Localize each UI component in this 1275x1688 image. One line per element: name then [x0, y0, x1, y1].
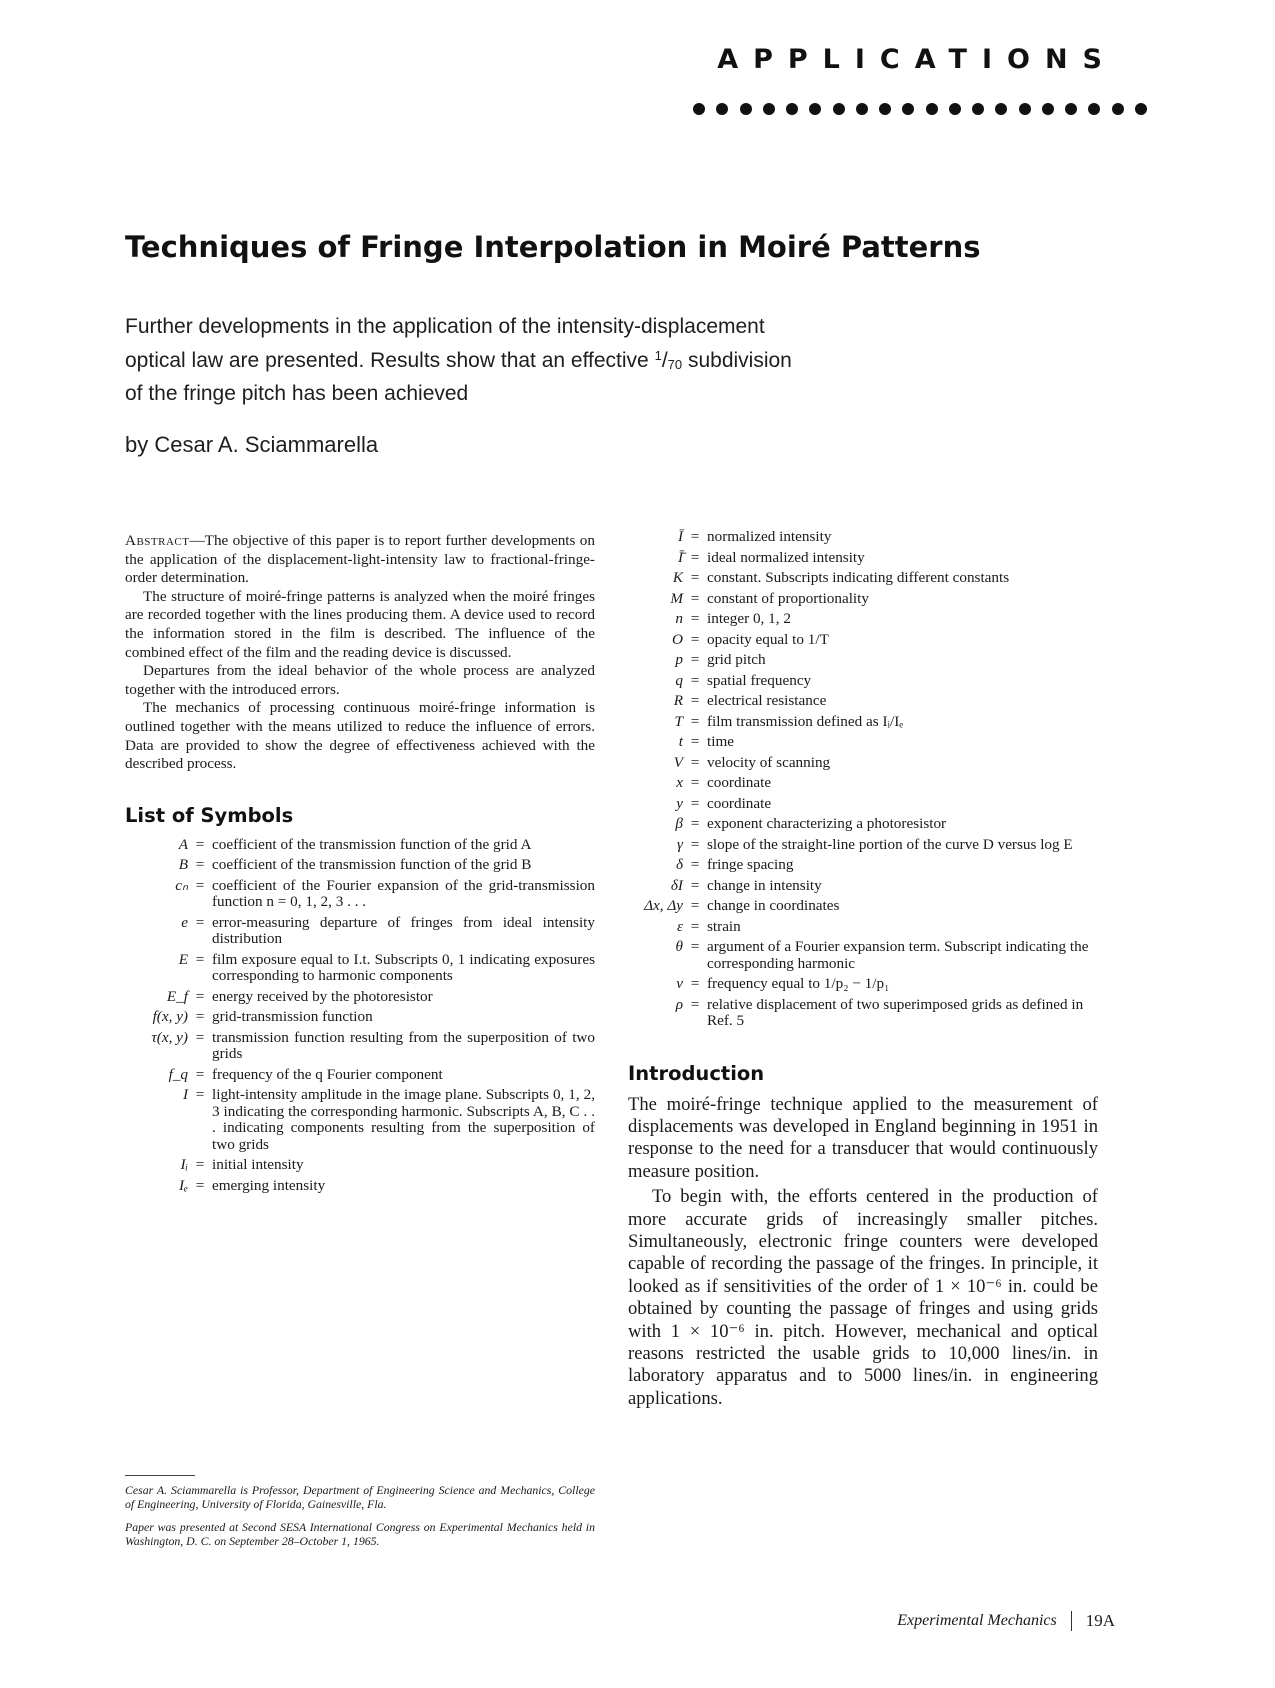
symbol-row	[628, 816, 1098, 833]
symbol-row	[125, 1067, 595, 1084]
symbol: E_f	[166, 987, 188, 1005]
symbol: Iₑ	[178, 1176, 188, 1194]
symbol-definition: fringe spacing	[707, 856, 794, 873]
equals-sign: =	[195, 950, 205, 968]
abstract-label: Abstract	[125, 532, 190, 549]
footnotes	[125, 1475, 595, 1557]
symbol-definition: velocity of scanning	[707, 753, 831, 771]
equals-sign: =	[690, 671, 700, 689]
symbol-row	[628, 919, 1098, 936]
header-dot	[949, 103, 961, 115]
symbol-definition: ideal normalized intensity	[707, 548, 865, 566]
symbol-row	[628, 755, 1098, 772]
symbol: p	[675, 651, 683, 668]
equals-sign: =	[195, 835, 205, 853]
symbol-definition: coordinate	[707, 774, 772, 791]
symbol: f_q	[168, 1065, 188, 1083]
symbol: I	[182, 1086, 188, 1104]
symbol-row	[628, 939, 1098, 972]
symbol-row	[125, 1178, 595, 1195]
symbol-row	[628, 550, 1098, 567]
symbol-definition: constant of proportionality	[707, 589, 869, 607]
equals-sign: =	[690, 589, 700, 607]
symbol-definition: relative displacement of two superimposed grids as defined in Ref. 5	[707, 995, 1084, 1029]
symbol-definition: initial intensity	[212, 1156, 304, 1174]
header-dot	[833, 103, 845, 115]
footnote-rule	[125, 1475, 195, 1476]
header-dot	[763, 103, 775, 115]
symbol-definition: electrical resistance	[707, 692, 827, 709]
symbol-definition: coordinate	[707, 794, 772, 812]
journal-name: Experimental Mechanics	[897, 1612, 1057, 1629]
symbol-definition: constant. Subscripts indicating different constants	[707, 569, 1010, 586]
symbol: B	[178, 856, 188, 874]
symbol: δI	[670, 876, 683, 894]
symbol-definition: grid-transmission function	[212, 1008, 373, 1026]
equals-sign: =	[690, 548, 700, 566]
abstract-text: —The objective of this paper is to report further developments on the application of the displacement-light-intensity law to fractional-fringe-order determination.	[125, 532, 595, 587]
abstract-paragraph: Departures from the ideal behavior of the whole process are analyzed together with the introduced errors.	[125, 662, 595, 698]
symbol: T	[674, 712, 683, 730]
symbols-list-left	[125, 837, 595, 1195]
symbol-row	[628, 775, 1098, 792]
equals-sign: =	[690, 610, 700, 627]
symbol: A	[178, 835, 188, 853]
equals-sign: =	[195, 1065, 205, 1083]
symbol-row	[628, 693, 1098, 710]
symbol-row	[628, 878, 1098, 895]
header-dot	[693, 103, 705, 115]
symbol-row	[628, 714, 1098, 731]
equals-sign: =	[690, 856, 700, 873]
symbols-list-right	[628, 529, 1098, 1030]
equals-sign: =	[690, 897, 700, 914]
symbol: θ	[675, 938, 683, 955]
symbol-row	[628, 997, 1098, 1030]
symbol-row	[628, 898, 1098, 915]
footnote-author: Cesar A. Sciammarella is Professor, Department of Engineering Science and Mechanics, College of Engineering, University of Florida, Gainesville, Fla.	[125, 1483, 595, 1511]
equals-sign: =	[690, 651, 700, 668]
header-dot	[786, 103, 798, 115]
symbol-definition: frequency equal to 1/p₂ − 1/p₁	[707, 975, 890, 992]
equals-sign: =	[195, 1086, 205, 1104]
symbol-definition: frequency of the q Fourier component	[212, 1065, 443, 1083]
footnote-presented: Paper was presented at Second SESA International Congress on Experimental Mechanics held in Washington, D. C. on September 28–October 1, 1965.	[125, 1520, 595, 1548]
page-footer	[897, 1611, 1115, 1631]
symbol-definition: strain	[707, 917, 741, 935]
header-dot	[856, 103, 868, 115]
symbol: β	[675, 815, 683, 832]
symbol-definition: spatial frequency	[707, 671, 812, 689]
symbol: cₙ	[175, 876, 188, 894]
subtitle-line-2-end: subdivision	[682, 349, 792, 372]
header-dot	[972, 103, 984, 115]
header-dot	[902, 103, 914, 115]
equals-sign: =	[195, 1156, 205, 1174]
symbol: f(x, y)	[152, 1008, 188, 1026]
symbol-row	[628, 632, 1098, 649]
symbol-row	[125, 915, 595, 948]
equals-sign: =	[195, 1008, 205, 1026]
article-subtitle	[125, 312, 885, 408]
equals-sign: =	[195, 876, 205, 894]
symbol: q	[675, 671, 683, 689]
introduction-heading: Introduction	[628, 1061, 765, 1085]
symbol-row	[125, 857, 595, 874]
abstract	[125, 532, 595, 774]
symbol: δ	[675, 856, 683, 873]
header-dot	[926, 103, 938, 115]
symbol-definition: argument of a Fourier expansion term. Subscript indicating the corresponding harmonic	[707, 938, 1089, 972]
left-column	[125, 532, 595, 1198]
symbol: O	[672, 630, 683, 648]
symbols-heading: List of Symbols	[125, 803, 294, 827]
symbol: E	[178, 950, 188, 968]
equals-sign: =	[690, 815, 700, 832]
symbol: x	[676, 774, 683, 791]
symbol: K	[672, 569, 683, 586]
symbol-row	[628, 837, 1098, 854]
symbol: V	[673, 753, 683, 771]
header-dot	[879, 103, 891, 115]
symbol-definition: coefficient of the transmission function of the grid A	[212, 835, 532, 853]
symbol-row	[125, 952, 595, 985]
symbol-definition: change in intensity	[707, 876, 822, 894]
introduction-body	[628, 1094, 1098, 1411]
symbol-definition: energy received by the photoresistor	[212, 987, 433, 1005]
symbol-definition: slope of the straight-line portion of the curve D versus log E	[707, 835, 1073, 853]
header-dot	[740, 103, 752, 115]
equals-sign: =	[690, 876, 700, 894]
header-dot	[1088, 103, 1100, 115]
symbol-row	[628, 857, 1098, 874]
abstract-paragraph: The mechanics of processing continuous moiré-fringe information is outlined together with the means utilized to reduce the influence of errors. Data are provided to show the degree of effectiveness achieved with the described process.	[125, 699, 595, 773]
symbol-definition: transmission function resulting from the superposition of two grids	[212, 1028, 595, 1063]
fraction-denominator: 70	[667, 357, 683, 372]
header-dot-rule	[693, 103, 1147, 115]
symbol-definition: coefficient of the Fourier expansion of the grid-transmission function n = 0, 1, 2, 3 . . .	[212, 876, 595, 911]
symbol: M	[670, 589, 683, 607]
footer-divider	[1071, 1611, 1072, 1631]
symbol-definition: change in coordinates	[707, 897, 840, 914]
symbol-row	[125, 837, 595, 854]
abstract-paragraph	[125, 532, 595, 588]
header-dot	[1135, 103, 1147, 115]
equals-sign: =	[195, 1028, 205, 1046]
symbol-definition: error-measuring departure of fringes from ideal intensity distribution	[212, 913, 595, 948]
equals-sign: =	[690, 917, 700, 935]
equals-sign: =	[690, 975, 700, 992]
equals-sign: =	[195, 1176, 205, 1194]
symbol: ρ	[675, 995, 683, 1013]
header-dot	[809, 103, 821, 115]
symbol-row	[628, 591, 1098, 608]
symbol-definition: coefficient of the transmission function of the grid B	[212, 856, 532, 874]
symbol-row	[628, 529, 1098, 546]
symbol: Iᵢ	[180, 1156, 188, 1174]
equals-sign: =	[690, 733, 700, 750]
symbol-definition: integer 0, 1, 2	[707, 610, 791, 627]
symbol-row	[628, 673, 1098, 690]
abstract-paragraph: The structure of moiré-fringe patterns is analyzed when the moiré fringes are recorded together with the lines producing them. A device used to record the information stored in the film is described. The influence of the combined effect of the film and the reading device is discussed.	[125, 587, 595, 661]
subtitle-line-1: Further developments in the application of the intensity-displacement	[125, 315, 765, 338]
fraction-numerator: 1	[654, 348, 662, 363]
subtitle-line-2-start: optical law are presented. Results show that an effective	[125, 349, 655, 372]
right-column	[628, 529, 1098, 1410]
subtitle-line-3: of the fringe pitch has been achieved	[125, 382, 469, 405]
symbol-definition: light-intensity amplitude in the image plane. Subscripts 0, 1, 2, 3 indicating the corresponding harmonic. Subscripts A, B, C . . . indicating components resulting from the superposition of two grids	[212, 1086, 595, 1153]
symbol: Ī̄	[677, 548, 683, 566]
symbol-definition: normalized intensity	[707, 528, 832, 545]
symbol: γ	[677, 835, 683, 853]
article-title: Techniques of Fringe Interpolation in Moiré Patterns	[125, 230, 981, 264]
equals-sign: =	[195, 913, 205, 931]
section-label: APPLICATIONS	[717, 44, 1117, 75]
equals-sign: =	[195, 856, 205, 874]
equals-sign: =	[690, 630, 700, 648]
subtitle-line-2: optical law are presented. Results show that an effective $^1$/70 subdivision	[125, 348, 792, 372]
symbol-row	[628, 652, 1098, 669]
symbol: τ(x, y)	[151, 1028, 188, 1046]
header-dot	[1112, 103, 1124, 115]
symbol-row	[125, 989, 595, 1006]
equals-sign: =	[195, 987, 205, 1005]
symbol-definition: time	[707, 733, 734, 750]
header-dot	[995, 103, 1007, 115]
introduction-paragraph: To begin with, the efforts centered in the production of more accurate grids of increasingly smaller pitches. Simultaneously, electronic fringe counters were developed capable of recording the passage of the fringes. In principle, it looked as if sensitivities of the order of 1 × 10⁻⁶ in. could be obtained by counting the passage of fringes and using grids with 1 × 10⁻⁶ in. pitch. However, mechanical and optical reasons restricted the usable grids to 10,000 lines/in. in laboratory apparatus and to 5000 lines/in. in engineering applications.	[628, 1186, 1098, 1409]
symbol-row	[628, 976, 1098, 993]
symbol: e	[181, 913, 188, 931]
header-dot	[716, 103, 728, 115]
symbol: ν	[676, 975, 683, 992]
equals-sign: =	[690, 712, 700, 730]
symbol: n	[675, 610, 683, 627]
page-number: 19A	[1085, 1611, 1115, 1630]
symbol-row	[125, 878, 595, 911]
symbol: t	[678, 733, 683, 750]
symbol-row	[628, 611, 1098, 628]
header-dot	[1042, 103, 1054, 115]
symbol-row	[125, 1009, 595, 1026]
symbol-definition: exponent characterizing a photoresistor	[707, 815, 947, 832]
symbol: R	[673, 692, 683, 709]
symbol-row	[628, 570, 1098, 587]
introduction-paragraph: The moiré-fringe technique applied to the measurement of displacements was developed in England beginning in 1951 in response to the need for a transducer that would continuously measure position.	[628, 1093, 1098, 1182]
symbol-definition: opacity equal to 1/T	[707, 630, 829, 648]
symbol-definition: grid pitch	[707, 651, 766, 668]
symbol: y	[676, 794, 683, 812]
equals-sign: =	[690, 753, 700, 771]
symbol: Ī	[677, 528, 683, 545]
symbol-row	[628, 734, 1098, 751]
header-dot	[1065, 103, 1077, 115]
equals-sign: =	[690, 774, 700, 791]
symbol-row	[125, 1087, 595, 1153]
symbol: ε	[677, 917, 683, 935]
equals-sign: =	[690, 835, 700, 853]
symbol-definition: emerging intensity	[212, 1176, 326, 1194]
header-dot	[1019, 103, 1031, 115]
equals-sign: =	[690, 692, 700, 709]
equals-sign: =	[690, 569, 700, 586]
equals-sign: =	[690, 995, 700, 1013]
symbol-definition: film exposure equal to I.t. Subscripts 0, 1 indicating exposures corresponding to harmonic components	[212, 950, 595, 985]
symbol-definition: film transmission defined as Iᵢ/Iₑ	[707, 712, 904, 730]
equals-sign: =	[690, 794, 700, 812]
equals-sign: =	[690, 938, 700, 955]
symbol: Δx, Δy	[644, 897, 683, 914]
author-byline: by Cesar A. Sciammarella	[125, 432, 379, 457]
symbol-row	[125, 1157, 595, 1174]
equals-sign: =	[690, 528, 700, 545]
symbol-row	[628, 796, 1098, 813]
symbol-row	[125, 1030, 595, 1063]
